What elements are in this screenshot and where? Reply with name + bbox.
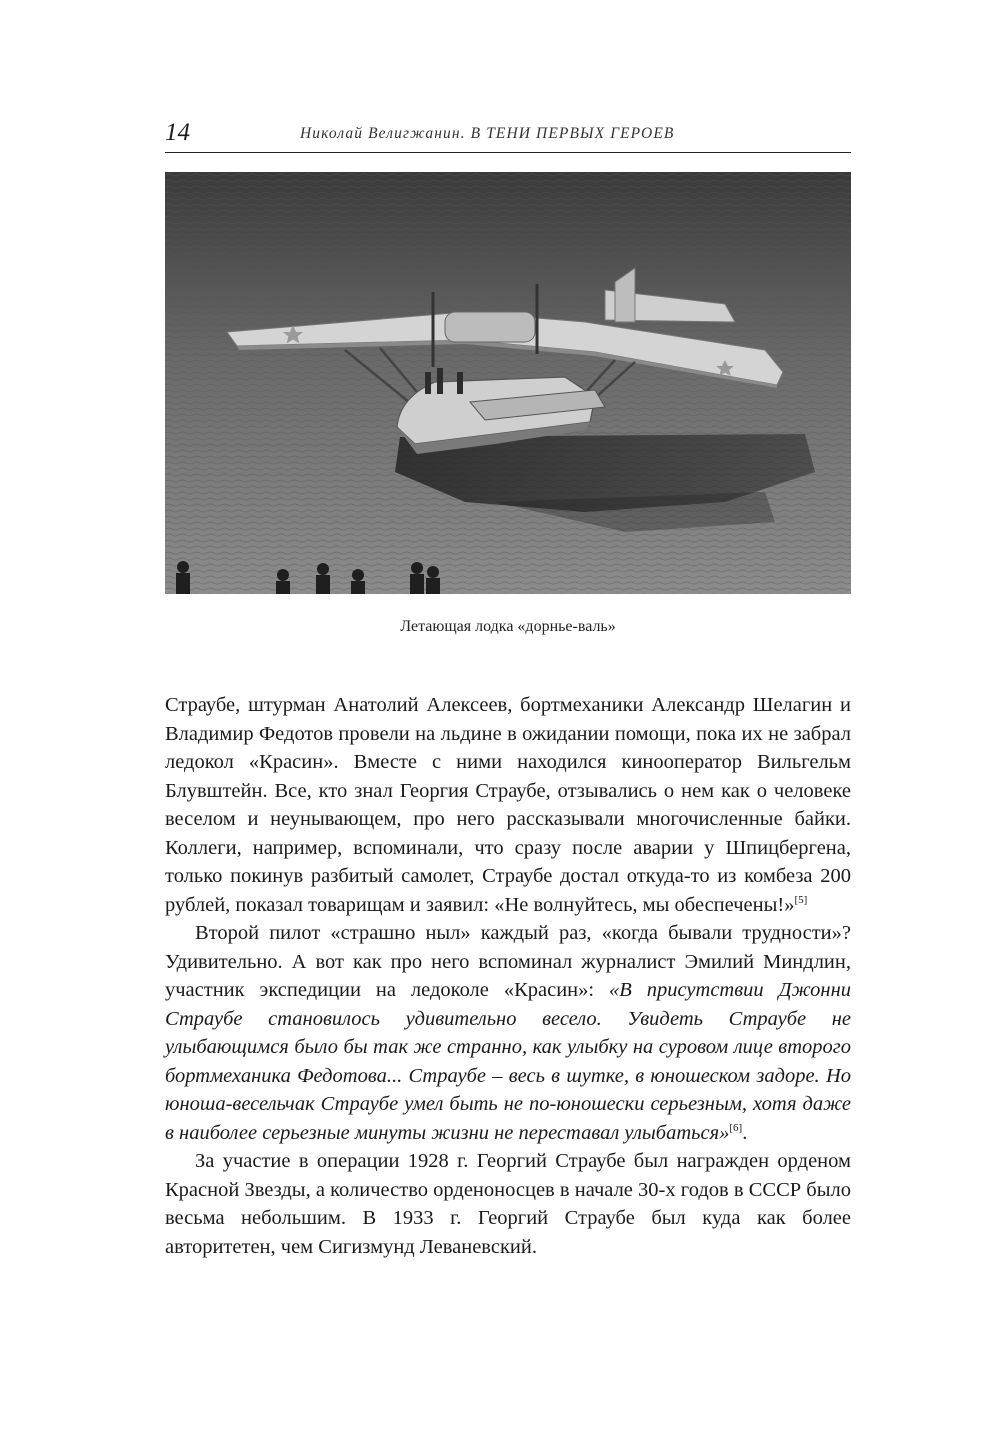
page-number: 14 (165, 119, 190, 146)
footnote-ref: [5] (794, 893, 808, 906)
paragraph-end: . (742, 1121, 748, 1144)
figure-caption: Летающая лодка «дорнье-валь» (400, 618, 616, 635)
paragraph (165, 919, 851, 1147)
plane-engine (445, 312, 535, 342)
paragraph-text: Второй пилот «страшно ныл» каждый раз, «когда бывали трудности»? Удивительно. А вот как про него вспоминал журналист Эмилий Миндлин, участник экспедиции на ледоколе «Красин»: (165, 922, 851, 1001)
paragraph (165, 691, 851, 919)
quotation: «В присутствии Джонни Страубе становилось удивительно весело. Увидеть Страубе не улыбающимся было бы так же странно, как улыбку на суровом лице второго бортмеханика Федотова... Страубе – весь в шутке, в юношеском задоре. Но юноша-весельчак Страубе умел быть не по-юношески серьезным, хотя даже в наиболее серьезные минуты жизни не переставал улыбаться» (165, 979, 851, 1144)
footnote-ref: [6] (729, 1121, 743, 1134)
paragraph-text: За участие в операции 1928 г. Георгий Страубе был награжден орденом Красной Звезды, а количество орденоносцев в начале 30-х годов в СССР было весьма небольшим. В 1933 г. Георгий Страубе был куда как более авторитетен, чем Сигизмунд Леваневский. (165, 1150, 851, 1258)
body-text (165, 691, 851, 1261)
paragraph-text: Страубе, штурман Анатолий Алексеев, бортмеханики Александр Шелагин и Владимир Федотов провели на льдине в ожидании помощи, пока их не забрал ледокол «Красин». Вместе с ними находился кинооператор Вильгельм Блувштейн. Все, кто знал Георгия Страубе, отзывались о нем как о человеке веселом и неунывающем, про него рассказывали многочисленные байки. Коллеги, например, вспоминали, что сразу после аварии у Шпицбергена, только покинув разбитый самолет, Страубе достал откуда-то из комбеза 200 рублей, показал товарищам и заявил: «Не волнуйтесь, мы обеспечены!» (165, 694, 851, 916)
running-head-title: Николай Велигжанин. В ТЕНИ ПЕРВЫХ ГЕРОЕВ (300, 125, 675, 142)
running-header (165, 118, 851, 153)
paragraph (165, 1147, 851, 1261)
flying-boat-photo (165, 172, 851, 594)
